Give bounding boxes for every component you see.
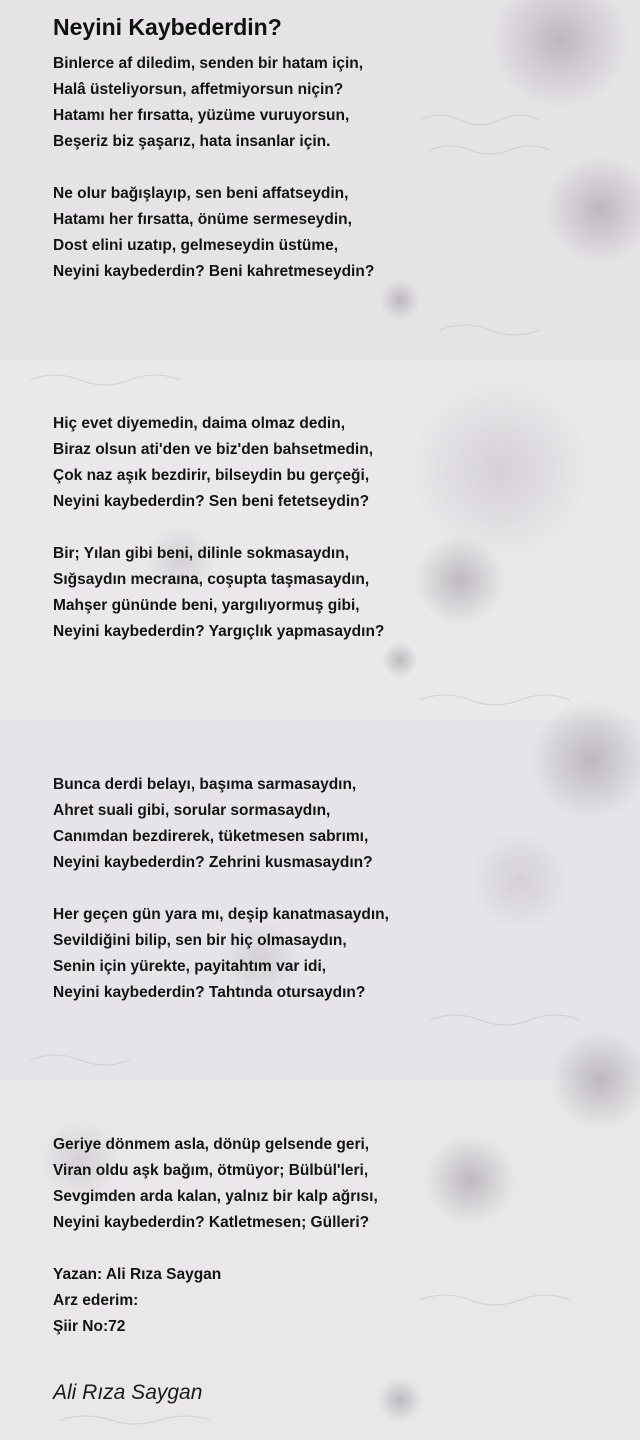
poem-line: Geriye dönmem asla, dönüp gelsende geri, [53, 1136, 370, 1153]
poem-line: Sevgimden arda kalan, yalnız bir kalp ağrısı, [53, 1188, 378, 1205]
poem-line: Neyini kaybederdin? Zehrini kusmasaydın? [53, 854, 373, 871]
author-line: Yazan: Ali Rıza Saygan [53, 1266, 222, 1283]
closing-line: Arz ederim: [53, 1292, 139, 1309]
poem-line: Bir; Yılan gibi beni, dilinle sokmasaydın, [53, 545, 350, 562]
poem-line: Hiç evet diyemedin, daima olmaz dedin, [53, 415, 346, 432]
author-signature: Ali Rıza Saygan [53, 1381, 203, 1404]
poem-line: Halâ üsteliyorsun, affetmiyorsun niçin? [53, 81, 344, 98]
poem-line: Sığsaydın mecraına, coşupta taşmasaydın, [53, 571, 370, 588]
poem-line: Ne olur bağışlayıp, sen beni affatseydin, [53, 185, 349, 202]
poem-number: Şiir No:72 [53, 1318, 126, 1335]
poem-line: Her geçen gün yara mı, deşip kanatmasaydın, [53, 906, 389, 923]
poem-title: Neyini Kaybederdin? [53, 14, 282, 40]
poem-line: Canımdan bezdirerek, tüketmesen sabrımı, [53, 828, 369, 845]
poem-line: Mahşer gününde beni, yargılıyormuş gibi, [53, 597, 360, 614]
poem-line: Neyini kaybederdin? Tahtında otursaydın? [53, 984, 366, 1001]
poem-line: Neyini kaybederdin? Katletmesen; Gülleri? [53, 1214, 370, 1231]
poem-line: Binlerce af diledim, senden bir hatam için, [53, 55, 364, 72]
poem-line: Bunca derdi belayı, başıma sarmasaydın, [53, 776, 357, 793]
poem-line: Neyini kaybederdin? Beni kahretmeseydin? [53, 263, 375, 280]
poem-line: Neyini kaybederdin? Sen beni fetetseydin? [53, 493, 370, 510]
poem-line: Viran oldu aşk bağım, ötmüyor; Bülbül'leri, [53, 1162, 369, 1179]
poem-line: Dost elini uzatıp, gelmeseydin üstüme, [53, 237, 339, 254]
poem-line: Hatamı her fırsatta, önüme sermeseydin, [53, 211, 352, 228]
poem-line: Ahret suali gibi, sorular sormasaydın, [53, 802, 331, 819]
poem-line: Çok naz aşık bezdirir, bilseydin bu gerçeği, [53, 467, 370, 484]
poem-line: Neyini kaybederdin? Yargıçlık yapmasaydın? [53, 623, 385, 640]
poem-line: Biraz olsun ati'den ve biz'den bahsetmedin, [53, 441, 374, 458]
poem-line: Sevildiğini bilip, sen bir hiç olmasaydın, [53, 932, 347, 949]
poem-line: Senin için yürekte, payitahtım var idi, [53, 958, 327, 975]
poem-line: Hatamı her fırsatta, yüzüme vuruyorsun, [53, 107, 350, 124]
poem-line: Beşeriz biz şaşarız, hata insanlar için. [53, 133, 331, 150]
